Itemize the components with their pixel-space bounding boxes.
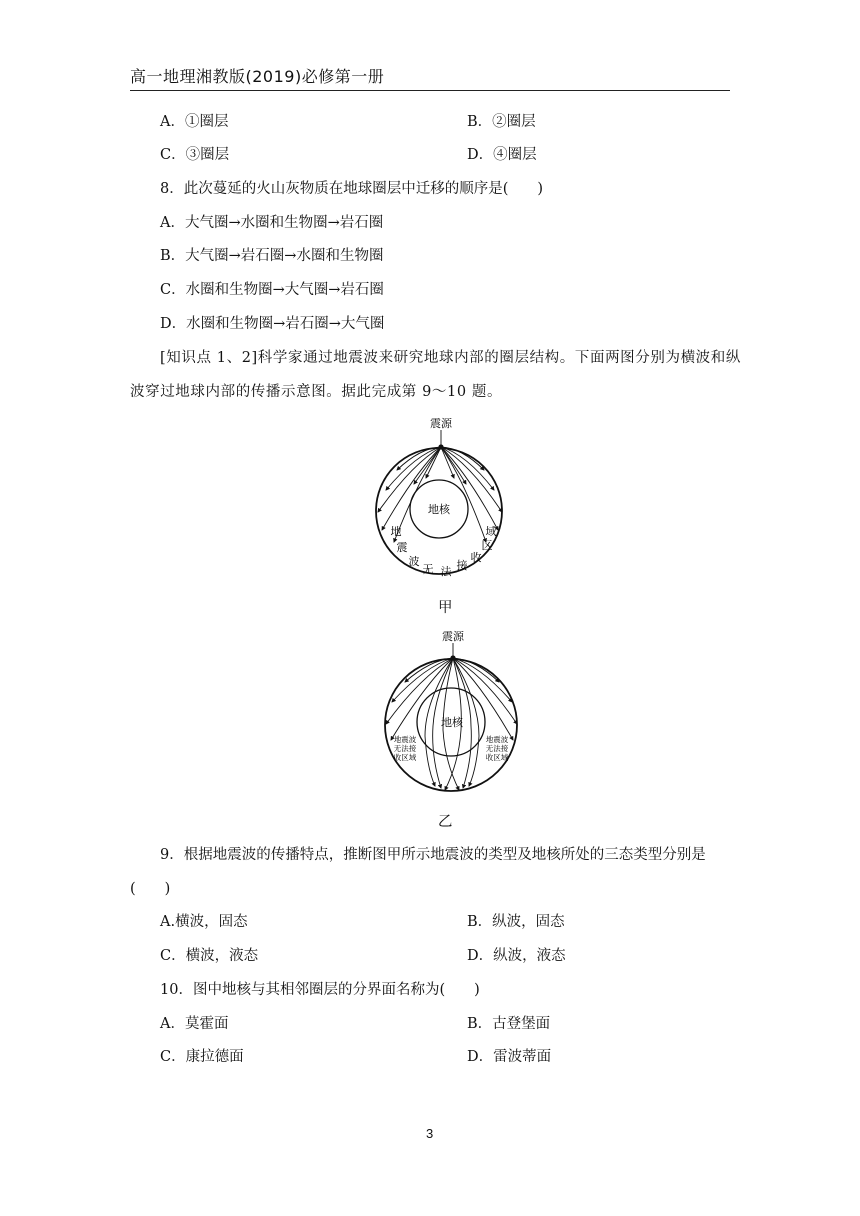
q10-option-d: D．雷波蒂面: [467, 1049, 552, 1065]
q8-option-d: D．水圈和生物圈→岩石圈→大气圈: [160, 316, 385, 332]
q10-option-b: B．古登堡面: [467, 1016, 551, 1032]
figure-b-left-zone-label: 收区域: [393, 753, 417, 762]
q10-option-a: A．莫霍面: [160, 1016, 229, 1032]
figure-b-right-zone-label: 地震波: [485, 735, 509, 744]
q8-option-b: B．大气圈→岩石圈→水圈和生物圈: [160, 248, 384, 264]
figure-b-left-zone-label: 无法接: [393, 744, 417, 753]
q9-stem-line-1: 9．根据地震波的传播特点，推断图甲所示地震波的类型及地核所处的三态类型分别是: [160, 847, 706, 863]
figure-a-zone-char: 收: [470, 551, 482, 564]
figure-b-right-zone-label: 收区域: [485, 753, 509, 762]
figure-a-core-label: 地核: [428, 503, 450, 516]
intro-line-2: 波穿过地球内部的传播示意图。据此完成第 9～10 题。: [130, 384, 503, 400]
figure-a-caption: 甲: [438, 600, 453, 616]
q9-option-c: C．横波，液态: [160, 948, 259, 964]
figure-a-zone-char: 无: [422, 563, 434, 576]
page-number: 3: [426, 1126, 434, 1141]
q7-option-d: D．④圈层: [467, 147, 537, 163]
q8-option-c: C．水圈和生物圈→大气圈→岩石圈: [160, 282, 384, 298]
q8-stem: 8．此次蔓延的火山灰物质在地球圈层中迁移的顺序是( ): [160, 181, 544, 197]
figure-a-zone-char: 波: [408, 555, 420, 568]
figure-b-core-label: 地核: [441, 716, 463, 729]
q9-stem-line-2: ( ): [130, 881, 171, 897]
figure-a-zone-char: 区: [481, 539, 493, 552]
figure-b-source-label: 震源: [442, 630, 464, 643]
q7-option-b: B．②圈层: [467, 114, 536, 130]
figure-a-shear-wave-diagram: [370, 412, 510, 582]
header-title: 高一地理湘教版(2019)必修第一册: [130, 67, 385, 86]
q7-option-c: C．③圈层: [160, 147, 230, 163]
figure-b-right-zone-label: 无法接: [485, 744, 509, 753]
figure-b-caption: 乙: [438, 814, 453, 830]
figure-a-zone-char: 地: [390, 525, 402, 538]
page-header: [130, 62, 730, 91]
figure-b-p-wave-diagram: [375, 626, 525, 796]
figure-a-zone-char: 法: [440, 565, 452, 578]
q8-option-a: A．大气圈→水圈和生物圈→岩石圈: [160, 215, 384, 231]
figure-a-zone-char: 震: [396, 541, 408, 554]
figure-b-left-zone-label: 地震波: [393, 735, 417, 744]
intro-line-1: [知识点 1、2]科学家通过地震波来研究地球内部的圈层结构。下面两图分别为横波和纵: [160, 350, 741, 366]
figure-a-zone-char: 域: [485, 525, 497, 538]
q9-option-d: D．纵波，液态: [467, 948, 566, 964]
q9-option-a: A.横波，固态: [160, 914, 248, 930]
figure-a-source-label: 震源: [430, 417, 452, 430]
q7-option-a: A．①圈层: [160, 114, 229, 130]
q9-option-b: B．纵波，固态: [467, 914, 565, 930]
q10-option-c: C．康拉德面: [160, 1049, 244, 1065]
figure-a-zone-char: 接: [456, 559, 468, 572]
q10-stem: 10．图中地核与其相邻圈层的分界面名称为( ): [160, 982, 480, 998]
